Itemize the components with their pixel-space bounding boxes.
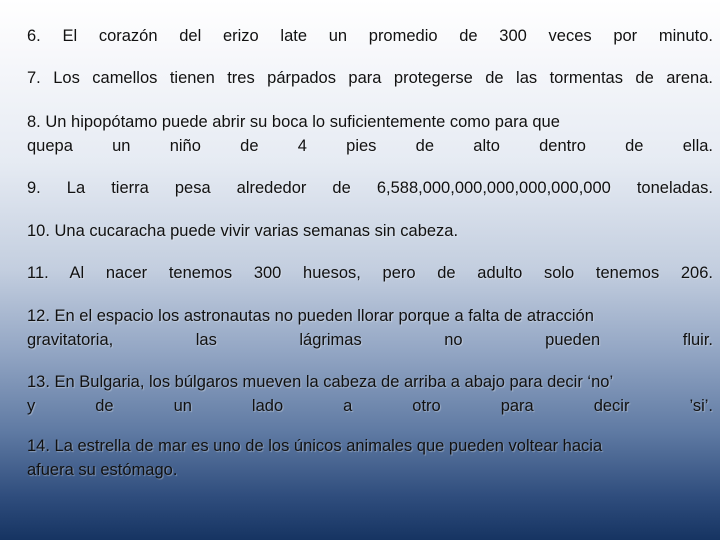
fact-14-line-1: 14. La estrella de mar es uno de los únicos animales que pueden voltear hacia <box>27 437 603 455</box>
fact-11-line-1: 11. Al nacer tenemos 300 huesos, pero de adulto solo tenemos 206. <box>27 264 713 282</box>
fact-9-line-1: 9. La tierra pesa alrededor de 6,588,000,000,000,000,000,000 toneladas. <box>27 179 713 197</box>
fact-8 <box>27 110 713 158</box>
fact-8-line-1: 8. Un hipopótamo puede abrir su boca lo suficientemente como para que <box>27 113 560 131</box>
fact-13 <box>27 370 713 418</box>
fact-7-line-1: 7. Los camellos tienen tres párpados para protegerse de las tormentas de arena. <box>27 69 713 87</box>
fact-11 <box>27 261 713 285</box>
fact-6 <box>27 24 713 48</box>
fact-13-line-2: y de un lado a otro para decir ’si’. <box>27 397 713 415</box>
fact-14-line-2: afuera su estómago. <box>27 461 178 479</box>
fact-13-line-1: 13. En Bulgaria, los búlgaros mueven la cabeza de arriba a abajo para decir ‘no’ <box>27 373 614 391</box>
fact-14 <box>27 434 713 482</box>
fact-12-line-1: 12. En el espacio los astronautas no pueden llorar porque a falta de atracción <box>27 307 594 325</box>
fact-12-line-2: gravitatoria, las lágrimas no pueden fluir. <box>27 331 713 349</box>
fact-8-line-2: quepa un niño de 4 pies de alto dentro de ella. <box>27 137 713 155</box>
fact-10-line-1: 10. Una cucaracha puede vivir varias semanas sin cabeza. <box>27 222 459 240</box>
fact-6-line-1: 6. El corazón del erizo late un promedio de 300 veces por minuto. <box>27 27 713 45</box>
fact-7 <box>27 66 713 90</box>
fact-12 <box>27 304 713 352</box>
fact-10 <box>27 219 713 243</box>
fact-9 <box>27 176 713 200</box>
